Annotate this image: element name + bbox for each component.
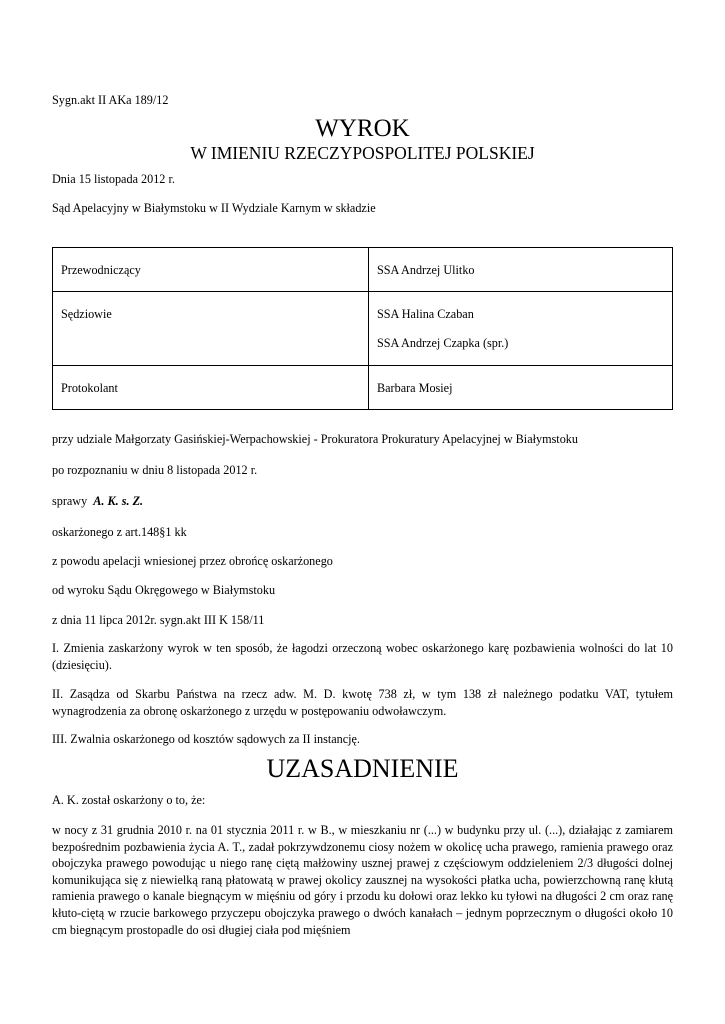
justification-body: w nocy z 31 grudnia 2010 r. na 01 stycznia 2011 r. w B., w mieszkaniu nr (...) w budynku przy ul. (...), działając z zamiarem bezpośrednim pozbawienia życia A. T., zadał pokrzywdzonemu ciosy nożem w okolicę ucha prawego, ramienia prawego oraz obojczyka prawego powodując u niego ranę ciętą małżowiny usznej prawej z częściowym oddzieleniem 2/3 długości dolnej komunikująca się z niewielką raną płatowatą w prawej okolicy zausznej na wysokości płatka ucha, powierzchowną ranę kłutą ramienia prawego o kanale biegnącym w mięśniu od góry i przodu ku dołowi oraz lekko ku tyłowi na długości 2 cm oraz ranę kłuto-ciętą w rzucie barkowego przyczepu obojczyka prawego o dwóch kanałach – jednym poprzecznym o długości około 10 cm biegnącym prostopadle do osi długiej ciała pod mięśniem [52,823,673,937]
panel-name: SSA Andrzej Czapka (spr.) [377,335,509,350]
appeal-line: z powodu apelacji wniesionej przez obrońcę oskarżonego [52,554,333,568]
panel-names [369,366,673,410]
hearing-line: po rozpoznaniu w dniu 8 listopada 2012 r. [52,463,258,477]
ruling-2: II. Zasądza od Skarbu Państwa na rzecz adw. M. D. kwotę 738 zł, w tym 138 zł należnego podatku VAT, tytułem wynagrodzenia za obronę oskarżonego z urzędu w postępowaniu odwoławczym. [52,687,673,718]
charge-line: oskarżonego z art.148§1 kk [52,525,187,539]
defendant-name: A. K. s. Z. [93,494,144,508]
table-row [53,248,673,292]
panel-role: Protokolant [53,366,369,410]
document-subtitle: W IMIENIU RZECZYPOSPOLITEJ POLSKIEJ [190,143,535,163]
panel-role: Sędziowie [53,292,369,366]
panel-names [369,292,673,366]
panel-name: SSA Andrzej Ulitko [377,263,475,277]
lower-court-date-line: z dnia 11 lipca 2012r. sygn.akt III K 158/11 [52,613,265,627]
court-panel-table [52,247,673,410]
case-prefix: sprawy [52,494,88,508]
lower-court-line: od wyroku Sądu Okręgowego w Białymstoku [52,583,276,597]
panel-name: SSA Halina Czaban [377,307,474,321]
ruling-1: I. Zmienia zaskarżony wyrok w ten sposób, że łagodzi orzeczoną wobec oskarżonego karę pozbawienia wolności do lat 10 (dziesięciu). [52,641,673,672]
table-row [53,292,673,366]
panel-role: Przewodniczący [53,248,369,292]
panel-name: Barbara Mosiej [377,381,453,395]
justification-intro: A. K. został oskarżony o to, że: [52,793,206,807]
prosecutor-line: przy udziale Małgorzaty Gasińskiej-Werpachowskiej - Prokuratora Prokuratury Apelacyjnej w Białymstoku [52,432,578,446]
case-number: Sygn.akt II AKa 189/12 [52,93,169,107]
ruling-3: III. Zwalnia oskarżonego od kosztów sądowych za II instancję. [52,732,360,746]
justification-heading: UZASADNIENIE [266,754,459,783]
table-row [53,366,673,410]
panel-names [369,248,673,292]
case-line [52,494,143,509]
document-title: WYROK [315,115,410,142]
court-name: Sąd Apelacyjny w Białymstoku w II Wydziale Karnym w składzie [52,201,376,215]
judgment-date: Dnia 15 listopada 2012 r. [52,172,175,186]
